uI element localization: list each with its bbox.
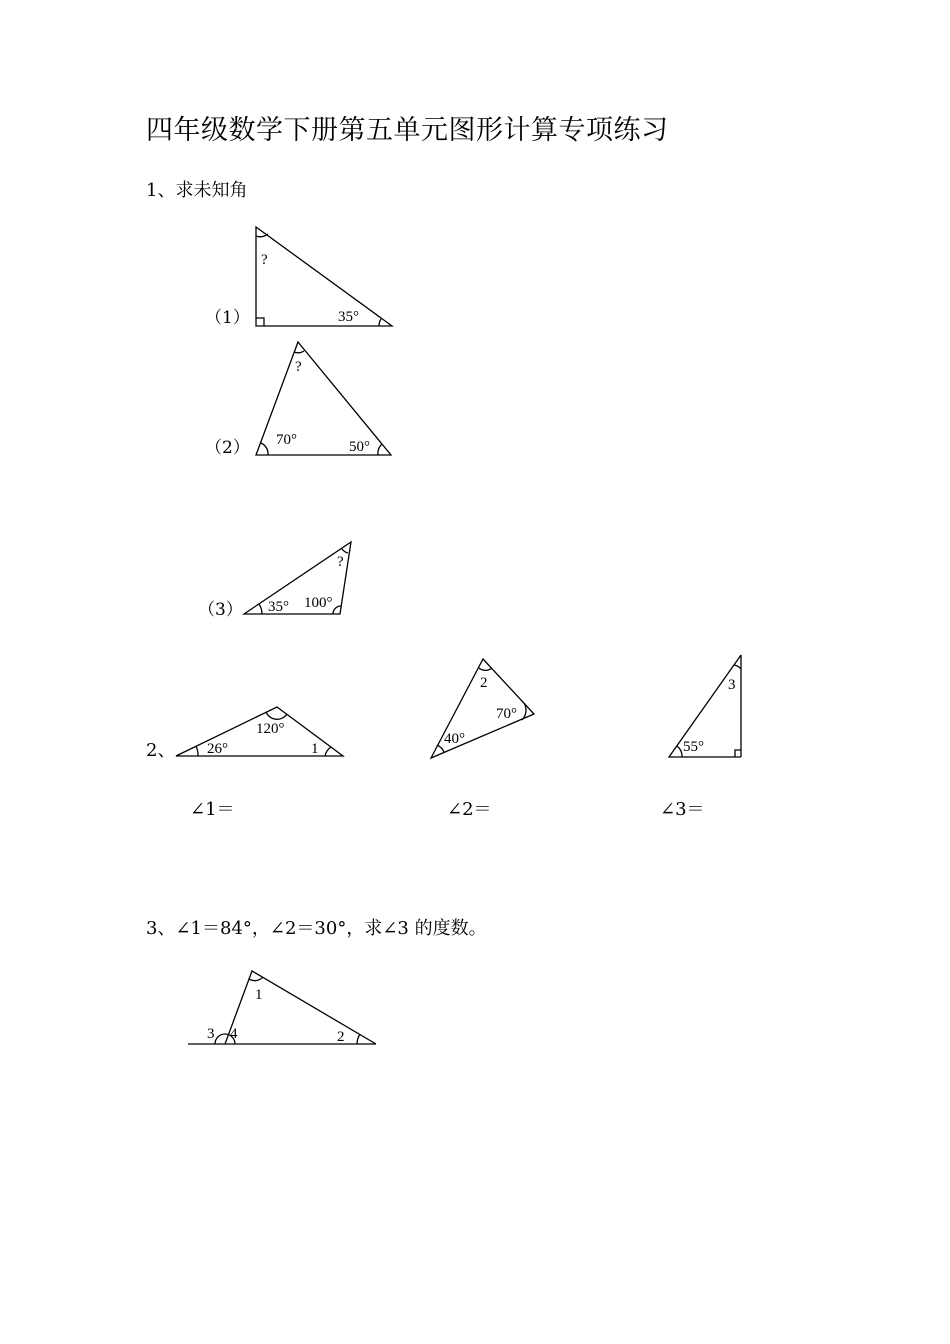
- q1-item-3-label: （3）: [198, 600, 243, 620]
- angle-label: 120°: [256, 721, 285, 737]
- angle-arc: [294, 351, 304, 353]
- angle-arc: [734, 665, 741, 669]
- q2-answer-angle-3: ∠3＝: [660, 799, 705, 820]
- angle-arc: [261, 443, 268, 455]
- angle-arc: [357, 1034, 360, 1044]
- angle-arc: [437, 745, 444, 752]
- angle-arc: [196, 746, 198, 756]
- triangle-outline: [244, 542, 351, 614]
- angle-label: 2: [480, 675, 488, 691]
- angle-label: ?: [261, 252, 268, 268]
- triangle-outline: [256, 227, 392, 326]
- angle-label: 1: [311, 741, 319, 757]
- angle-label: 100°: [304, 595, 333, 611]
- q1-triangle-3: [244, 542, 351, 615]
- angle-label: 26°: [207, 741, 228, 757]
- question-2-prompt: 2、: [146, 740, 176, 761]
- angle-label: ?: [295, 359, 302, 375]
- angle-arc: [342, 549, 348, 553]
- angle-label: 35°: [338, 309, 359, 325]
- angle-arc: [378, 444, 382, 455]
- angle-label: 50°: [349, 439, 370, 455]
- angle-label: 70°: [276, 432, 297, 448]
- q1-triangle-2: [256, 342, 391, 455]
- angle-arc: [259, 604, 262, 614]
- angle-label: 40°: [444, 731, 465, 747]
- angle-arc: [249, 977, 263, 981]
- q2-triangle-1: [176, 707, 343, 757]
- angle-arc: [479, 668, 492, 670]
- q1-item-2-label: （2）: [205, 438, 250, 458]
- angle-arc: [379, 319, 381, 326]
- angle-label: 35°: [268, 599, 289, 615]
- angle-label: 4: [230, 1026, 238, 1042]
- question-1-prompt: 1、求未知角: [146, 180, 248, 201]
- question-3-prompt: 3、∠1＝84°，∠2＝30°，求∠3 的度数。: [146, 918, 487, 939]
- angle-label: 3: [728, 677, 736, 693]
- angle-label: 2: [337, 1029, 345, 1045]
- angle-arc: [325, 747, 331, 756]
- angle-label: ?: [337, 554, 344, 570]
- angle-label: 70°: [496, 706, 517, 722]
- q2-answer-angle-2: ∠2＝: [447, 799, 492, 820]
- angle-label: 55°: [683, 739, 704, 755]
- q2-triangle-2: [431, 659, 534, 758]
- q3-figure: [188, 971, 376, 1045]
- right-angle-mark: [256, 318, 264, 326]
- angle-arc: [266, 712, 287, 719]
- triangle-outline: [669, 655, 741, 757]
- triangle-sides: [225, 971, 376, 1044]
- right-angle-mark: [735, 750, 741, 757]
- angle-label: 3: [207, 1026, 215, 1042]
- page-title: 四年级数学下册第五单元图形计算专项练习: [146, 115, 669, 146]
- q1-triangle-1: [256, 227, 392, 326]
- q2-triangle-3: [669, 655, 741, 757]
- q1-item-1-label: （1）: [205, 308, 250, 328]
- angle-arc: [677, 746, 682, 757]
- q2-answer-angle-1: ∠1＝: [190, 799, 235, 820]
- angle-label: 1: [255, 987, 263, 1003]
